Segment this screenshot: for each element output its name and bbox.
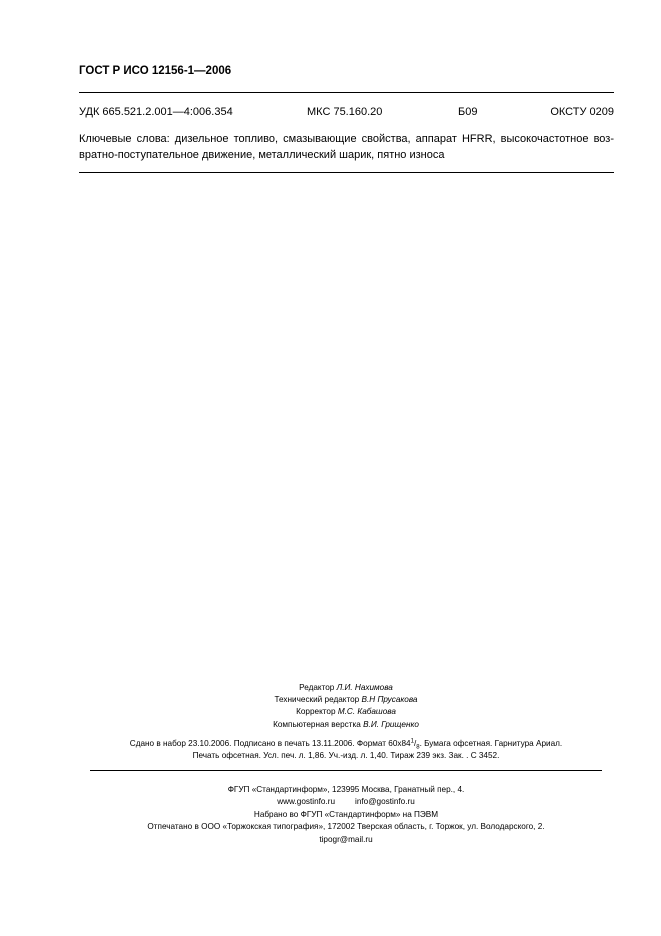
publication-text: Сдано в набор 23.10.2006. Подписано в печать 13.11.2006. Формат 60x84 xyxy=(129,739,411,748)
org-website: www.gostinfo.ru xyxy=(277,797,336,807)
keywords-line-1: Ключевые слова: дизельное топливо, смазывающие свойства, аппарат HFRR, высокочастотное воз- xyxy=(79,133,614,145)
credit-layout xyxy=(90,719,602,731)
keywords-line-2: вратно-поступательное движение, металлический шарик, пятно износа xyxy=(79,149,445,161)
group-code: Б09 xyxy=(458,106,478,118)
credits-block xyxy=(90,682,602,731)
printer-email: tipogr@mail.ru xyxy=(319,834,373,844)
credit-role: Технический редактор xyxy=(274,695,360,705)
format-superscript: 1 xyxy=(410,738,414,745)
credit-editor xyxy=(90,682,602,694)
credit-name: Л.И. Нахимова xyxy=(336,683,393,692)
mks-code: МКС 75.160.20 xyxy=(307,106,383,118)
publication-text: . Бумага офсетная. Гарнитура Ариал. xyxy=(419,739,563,748)
org-printing: Отпечатано в ООО «Торжокская типография», 172002 Тверская область, г. Торжок, ул. Володарского, 2. xyxy=(147,822,545,832)
keywords-divider xyxy=(79,172,614,173)
credit-tech-editor xyxy=(90,694,602,706)
credit-role: Компьютерная верстка xyxy=(273,719,361,729)
credit-name: В.И. Грищенко xyxy=(363,719,419,729)
credit-proofreader xyxy=(90,706,602,718)
org-address: ФГУП «Стандартинформ», 123995 Москва, Гранатный пер., 4. xyxy=(227,785,465,794)
credit-role: Редактор xyxy=(299,683,335,692)
organization-info xyxy=(90,784,602,846)
credit-name: М.С. Кабашова xyxy=(337,707,396,717)
okstu-code: ОКСТУ 0209 xyxy=(550,106,614,118)
top-divider xyxy=(79,92,614,93)
org-email: info@gostinfo.ru xyxy=(355,797,415,807)
format-subscript: 8 xyxy=(416,744,420,751)
credit-role: Корректор xyxy=(296,707,336,717)
publication-line-1: Сдано в набор 23.10.2006. Подписано в печать 13.11.2006. Формат $60x84^1/_8$. Бумага офсетная. Гарнитура Ариал. xyxy=(129,738,563,751)
publication-line-2: Печать офсетная. Усл. печ. л. 1,86. Уч.-изд. л. 1,40. Тираж 239 экз. Зак. . С 3452. xyxy=(192,751,500,761)
org-typesetting: Набрано во ФГУП «Стандартинформ» на ПЭВМ xyxy=(253,809,439,819)
credit-name: В.Н Прусакова xyxy=(361,695,418,705)
org-contacts xyxy=(90,796,602,808)
keywords-block xyxy=(79,131,614,163)
publication-info xyxy=(90,738,602,763)
classification-row xyxy=(79,106,614,120)
document-code: ГОСТ Р ИСО 12156-1—2006 xyxy=(79,65,232,77)
udk-code: УДК 665.521.2.001—4:006.354 xyxy=(79,106,233,118)
footer-divider xyxy=(90,770,602,771)
